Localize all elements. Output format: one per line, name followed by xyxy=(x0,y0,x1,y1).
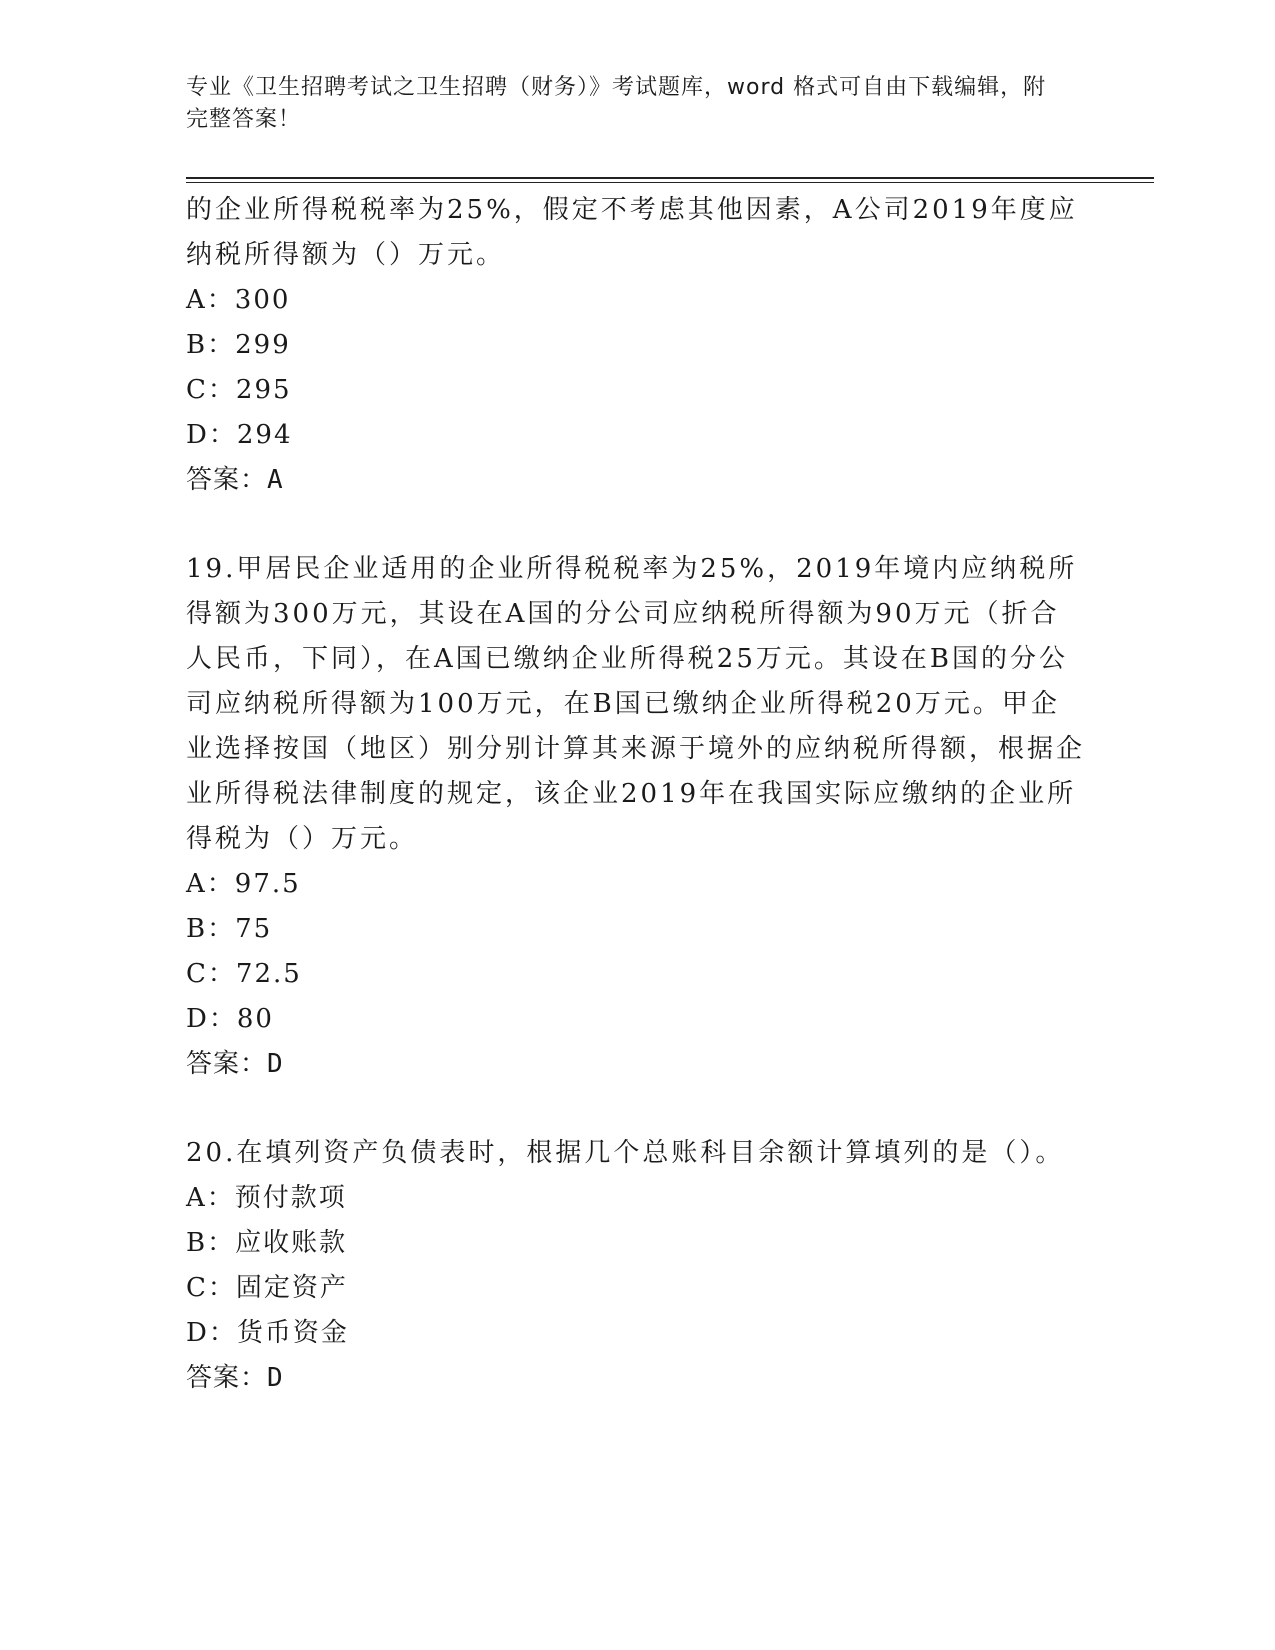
option-value: 80 xyxy=(236,1004,274,1034)
option-label: C： xyxy=(186,1273,236,1303)
answer-value: A xyxy=(267,465,284,495)
option-value: 299 xyxy=(235,330,291,360)
option-c xyxy=(186,952,1086,997)
option-value: 预付款项 xyxy=(234,1183,347,1213)
question-text: 20.在填列资产负债表时，根据几个总账科目余额计算填列的是（）。 xyxy=(186,1138,1065,1168)
option-label: B： xyxy=(186,1228,236,1258)
option-label: D： xyxy=(186,1318,237,1348)
option-label: C： xyxy=(186,959,236,989)
answer xyxy=(186,458,1086,503)
question-text: 19.甲居民企业适用的企业所得税税率为25%，2019年境内应纳税所得额为300万元，其设在A国的分公司应纳税所得额为90万元（折合人民币，下同），在A国已缴纳企业所得税25万元。其设在B国的分公司应纳税所得额为100万元，在B国已缴纳企业所得税20万元。甲企业选择按国（地区）别分别计算其来源于境外的应纳税所得额，根据企业所得税法律制度的规定，该企业2019年在我国实际应缴纳的企业所得税为（）万元。 xyxy=(186,554,1086,854)
option-value: 应收账款 xyxy=(235,1228,348,1258)
answer-label: 答案： xyxy=(186,1049,268,1079)
answer-label: 答案： xyxy=(186,1363,268,1393)
option-value: 货币资金 xyxy=(236,1318,349,1348)
option-label: B： xyxy=(186,330,236,360)
question-18 xyxy=(186,188,1086,503)
option-c xyxy=(186,1266,1086,1311)
option-value: 300 xyxy=(234,285,291,315)
option-a xyxy=(186,1176,1086,1221)
option-label: B： xyxy=(186,914,236,944)
option-value: 97.5 xyxy=(234,869,301,899)
document-header: 专业《卫生招聘考试之卫生招聘（财务）》考试题库，word 格式可自由下载编辑，附完整答案！ xyxy=(186,75,1047,132)
option-value: 295 xyxy=(235,375,292,405)
question-19 xyxy=(186,547,1086,1087)
answer-value: D xyxy=(267,1049,284,1079)
option-value: 固定资产 xyxy=(235,1273,348,1303)
option-c xyxy=(186,368,1086,413)
option-label: D： xyxy=(186,1004,237,1034)
option-label: D： xyxy=(186,420,237,450)
answer-value: D xyxy=(267,1363,284,1393)
answer-label: 答案： xyxy=(186,465,268,495)
header-divider-thin xyxy=(186,182,1154,183)
option-value: 72.5 xyxy=(235,959,302,989)
question-text: 的企业所得税税率为25%，假定不考虑其他因素，A公司2019年度应纳税所得额为（）万元。 xyxy=(186,195,1078,270)
header-divider xyxy=(186,177,1154,179)
option-b xyxy=(186,1221,1086,1266)
option-label: C： xyxy=(186,375,236,405)
option-a xyxy=(186,862,1086,907)
option-b xyxy=(186,907,1086,952)
option-value: 294 xyxy=(236,420,293,450)
option-label: A： xyxy=(186,1183,235,1213)
option-label: A： xyxy=(186,869,235,899)
answer xyxy=(186,1356,1086,1401)
question-20 xyxy=(186,1131,1086,1401)
option-d xyxy=(186,997,1086,1042)
option-value: 75 xyxy=(235,914,273,944)
option-b xyxy=(186,323,1086,368)
option-label: A： xyxy=(186,285,235,315)
option-d xyxy=(186,413,1086,458)
option-a xyxy=(186,278,1086,323)
option-d xyxy=(186,1311,1086,1356)
question-list xyxy=(186,188,1086,1401)
answer xyxy=(186,1042,1086,1087)
